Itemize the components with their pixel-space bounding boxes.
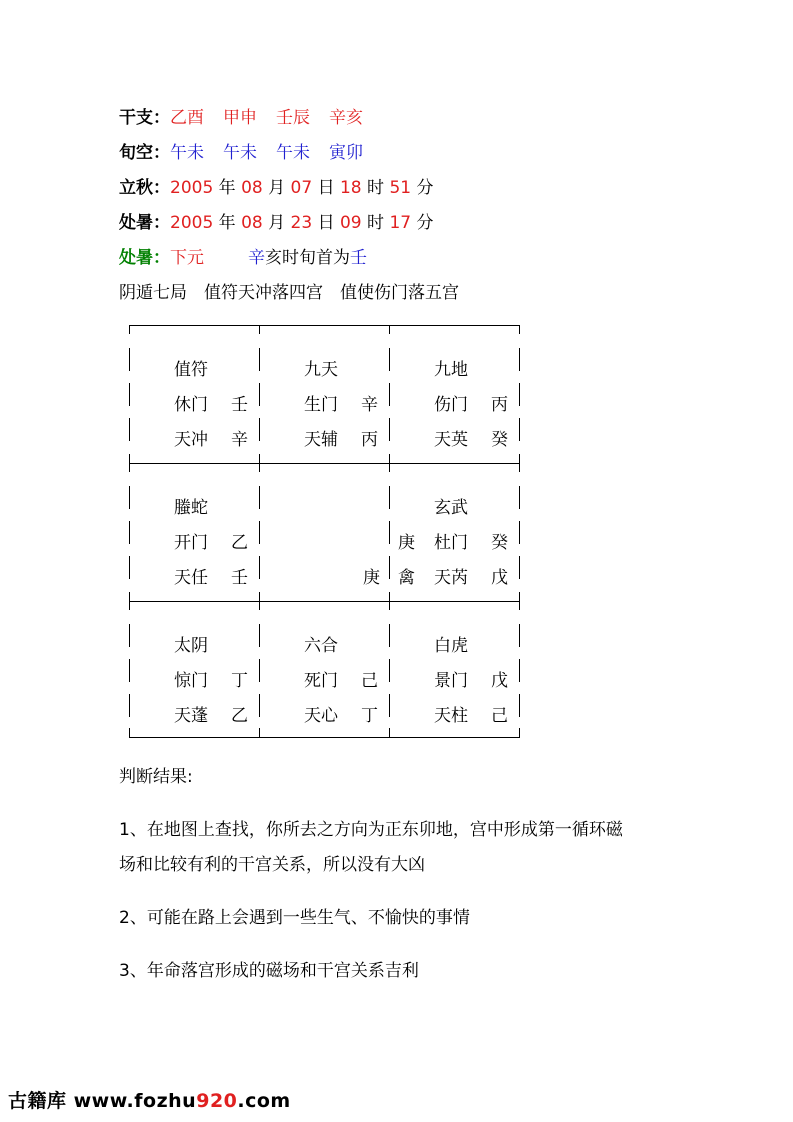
- chushu-day: 23: [290, 213, 313, 233]
- palace-cell: [386, 468, 516, 606]
- ganzhi-row: [119, 108, 363, 128]
- palace-cell: [386, 330, 516, 468]
- footer-highlight: 920: [196, 1090, 238, 1112]
- star-label: 天心: [304, 706, 338, 726]
- star-stem: 丁: [361, 706, 378, 726]
- door-stem: 壬: [231, 395, 248, 415]
- chushu-hour-unit: 时: [367, 213, 385, 233]
- star-label: 天芮: [434, 568, 468, 588]
- god-label: 太阴: [174, 636, 208, 656]
- result-item: 3、年命落宫形成的磁场和干宫关系吉利: [119, 961, 419, 981]
- star-stem: 丙: [361, 430, 378, 450]
- chushu-minute: 17: [389, 213, 412, 233]
- door-label: 伤门: [434, 395, 468, 415]
- footer-suffix: .com: [237, 1090, 291, 1112]
- liqiu-hour: 18: [339, 178, 362, 198]
- xunkong-day: 午未: [276, 143, 310, 163]
- door-label: 景门: [434, 671, 468, 691]
- star-stem: 癸: [491, 430, 508, 450]
- ganzhi-label: 干支：: [119, 108, 170, 128]
- liqiu-minute: 51: [389, 178, 412, 198]
- ganzhi-hour: 辛亥: [329, 108, 363, 128]
- chushu-month-unit: 月: [268, 213, 286, 233]
- footer-prefix: 古籍库 www.fozhu: [8, 1090, 197, 1112]
- door-label: 死门: [304, 671, 338, 691]
- star-label: 天柱: [434, 706, 468, 726]
- yuan-value: 下元: [170, 248, 204, 268]
- god-label: 值符: [174, 360, 208, 380]
- star-label: 天英: [434, 430, 468, 450]
- god-label: 玄武: [434, 498, 468, 518]
- door-stem: 己: [361, 671, 378, 691]
- door-stem: 丁: [231, 671, 248, 691]
- door-label: 开门: [174, 533, 208, 553]
- liqiu-day: 07: [290, 178, 313, 198]
- door-stem: 戊: [491, 671, 508, 691]
- qimen-grid: [126, 320, 523, 743]
- yuan-label: 处暑：: [119, 248, 170, 268]
- result-title: 判断结果:: [119, 767, 193, 787]
- palace-cell: [126, 468, 256, 606]
- xunkong-year: 午未: [170, 143, 204, 163]
- xunkong-label: 旬空：: [119, 143, 170, 163]
- xunkong-hour: 寅卯: [329, 143, 363, 163]
- chushu-hour: 09: [339, 213, 362, 233]
- chushu-day-unit: 日: [317, 213, 335, 233]
- ganzhi-month: 甲申: [223, 108, 257, 128]
- liqiu-minute-unit: 分: [416, 178, 434, 198]
- star-label: 天蓬: [174, 706, 208, 726]
- door-stem: 癸: [491, 533, 508, 553]
- door-stem: 丙: [491, 395, 508, 415]
- palace-cell: [126, 606, 256, 744]
- door-label: 杜门: [434, 533, 468, 553]
- star-label: 天辅: [304, 430, 338, 450]
- star-stem: 壬: [231, 568, 248, 588]
- star-stem: 戊: [491, 568, 508, 588]
- xun-suffix: 壬: [350, 248, 367, 268]
- chushu-year-unit: 年: [218, 213, 236, 233]
- chushu-row: [119, 213, 433, 233]
- palace-cell: [126, 330, 256, 468]
- chushu-label: 处暑：: [119, 213, 170, 233]
- chushu-year: 2005: [170, 213, 214, 233]
- xunkong-row: [119, 143, 363, 163]
- palace-cell: [256, 606, 386, 744]
- door-label: 惊门: [174, 671, 208, 691]
- ju-line: 阴遁七局 值符天冲落四宫 值使伤门落五宫: [119, 283, 459, 303]
- star-label: 天任: [174, 568, 208, 588]
- god-label: 白虎: [434, 636, 468, 656]
- liqiu-label: 立秋：: [119, 178, 170, 198]
- palace-cell: [386, 606, 516, 744]
- liqiu-day-unit: 日: [317, 178, 335, 198]
- liqiu-row: [119, 178, 433, 198]
- star-stem: 辛: [231, 430, 248, 450]
- result-item: 1、在地图上查找，你所去之方向为正东卯地，宫中形成第一循环磁: [119, 820, 623, 840]
- god-label: 六合: [304, 636, 338, 656]
- ganzhi-year: 乙酉: [170, 108, 204, 128]
- xunkong-month: 午未: [223, 143, 257, 163]
- result-item: 2、可能在路上会遇到一些生气、不愉快的事情: [119, 908, 470, 928]
- center-palace-cell: [256, 468, 386, 606]
- liqiu-hour-unit: 时: [367, 178, 385, 198]
- footer-watermark: [8, 1088, 291, 1114]
- jigong-qin: 禽: [398, 568, 415, 588]
- star-stem: 己: [491, 706, 508, 726]
- liqiu-month-unit: 月: [268, 178, 286, 198]
- liqiu-year: 2005: [170, 178, 214, 198]
- xun-mid: 亥时旬首为: [265, 248, 350, 268]
- chushu-month: 08: [241, 213, 263, 233]
- result-item: 场和比较有利的干宫关系，所以没有大凶: [119, 855, 425, 875]
- jigong-geng: 庚: [398, 533, 415, 553]
- god-label: 九天: [304, 360, 338, 380]
- yuan-row: [119, 248, 367, 268]
- liqiu-month: 08: [241, 178, 263, 198]
- liqiu-year-unit: 年: [218, 178, 236, 198]
- star-stem: 乙: [231, 706, 248, 726]
- door-label: 生门: [304, 395, 338, 415]
- chushu-minute-unit: 分: [416, 213, 434, 233]
- xun-prefix: 辛: [248, 248, 265, 268]
- door-stem: 辛: [361, 395, 378, 415]
- god-label: 螣蛇: [174, 498, 208, 518]
- center-stem: 庚: [363, 568, 380, 588]
- ganzhi-day: 壬辰: [276, 108, 310, 128]
- door-stem: 乙: [231, 533, 248, 553]
- palace-cell: [256, 330, 386, 468]
- star-label: 天冲: [174, 430, 208, 450]
- god-label: 九地: [434, 360, 468, 380]
- door-label: 休门: [174, 395, 208, 415]
